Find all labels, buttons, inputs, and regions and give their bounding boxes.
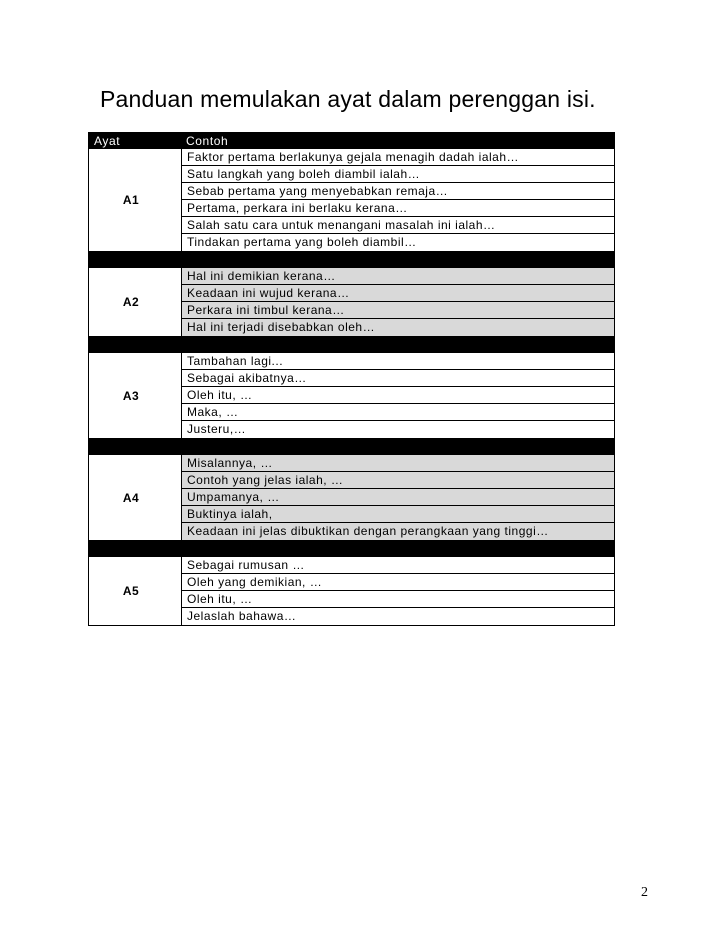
- table-cell: Salah satu cara untuk menangani masalah ini ialah…: [182, 217, 614, 234]
- table-cell: Maka, …: [182, 404, 614, 421]
- table-cell: Buktinya ialah,: [182, 506, 614, 523]
- table-cell: Perkara ini timbul kerana…: [182, 302, 614, 319]
- table-header-row: [89, 132, 614, 149]
- table-cell: Jelaslah bahawa…: [187, 609, 297, 623]
- group-label: A3: [89, 353, 182, 438]
- table-cell: Hal ini terjadi disebabkan oleh…: [182, 319, 614, 336]
- separator-row: [89, 438, 614, 455]
- page-title: Panduan memulakan ayat dalam perenggan isi.: [100, 86, 596, 112]
- separator-row: [89, 336, 614, 353]
- table-cell: Contoh yang jelas ialah, …: [182, 472, 614, 489]
- table-cell: Justeru,…: [187, 422, 247, 436]
- group-a1: [89, 149, 614, 251]
- group-a5: [89, 557, 614, 625]
- table-cell: Pertama, perkara ini berlaku kerana…: [182, 200, 614, 217]
- table-cell: Tambahan lagi...: [182, 353, 614, 370]
- table-cell: Oleh yang demikian, …: [182, 574, 614, 591]
- header-ayat: Ayat: [94, 133, 121, 148]
- group-label: A4: [89, 455, 182, 540]
- table-cell: Sebagai akibatnya…: [182, 370, 614, 387]
- guide-table: [88, 132, 615, 626]
- table-cell: Umpamanya, …: [182, 489, 614, 506]
- table-cell: Tindakan pertama yang boleh diambil…: [187, 235, 417, 249]
- separator-row: [89, 540, 614, 557]
- group-label: A5: [89, 557, 182, 625]
- group-a2: [89, 268, 614, 336]
- separator-row: [89, 251, 614, 268]
- table-cell: Hal ini demikian kerana…: [182, 268, 614, 285]
- group-label: A1: [89, 149, 182, 251]
- table-cell: Sebagai rumusan …: [182, 557, 614, 574]
- table-cell: Misalannya, …: [182, 455, 614, 472]
- table-cell: Keadaan ini jelas dibuktikan dengan perangkaan yang tinggi…: [182, 523, 614, 540]
- page-number: 2: [641, 885, 648, 900]
- table-cell: Faktor pertama berlakunya gejala menagih dadah ialah…: [182, 149, 614, 166]
- table-cell: Oleh itu, …: [182, 387, 614, 404]
- group-a3: [89, 353, 614, 438]
- table-cell: Satu langkah yang boleh diambil ialah…: [182, 166, 614, 183]
- table-cell: Sebab pertama yang menyebabkan remaja…: [182, 183, 614, 200]
- group-label: A2: [89, 268, 182, 336]
- table-cell: Oleh itu, …: [182, 591, 614, 608]
- table-cell: Keadaan ini wujud kerana…: [182, 285, 614, 302]
- header-contoh: Contoh: [186, 133, 229, 148]
- group-a4: [89, 455, 614, 540]
